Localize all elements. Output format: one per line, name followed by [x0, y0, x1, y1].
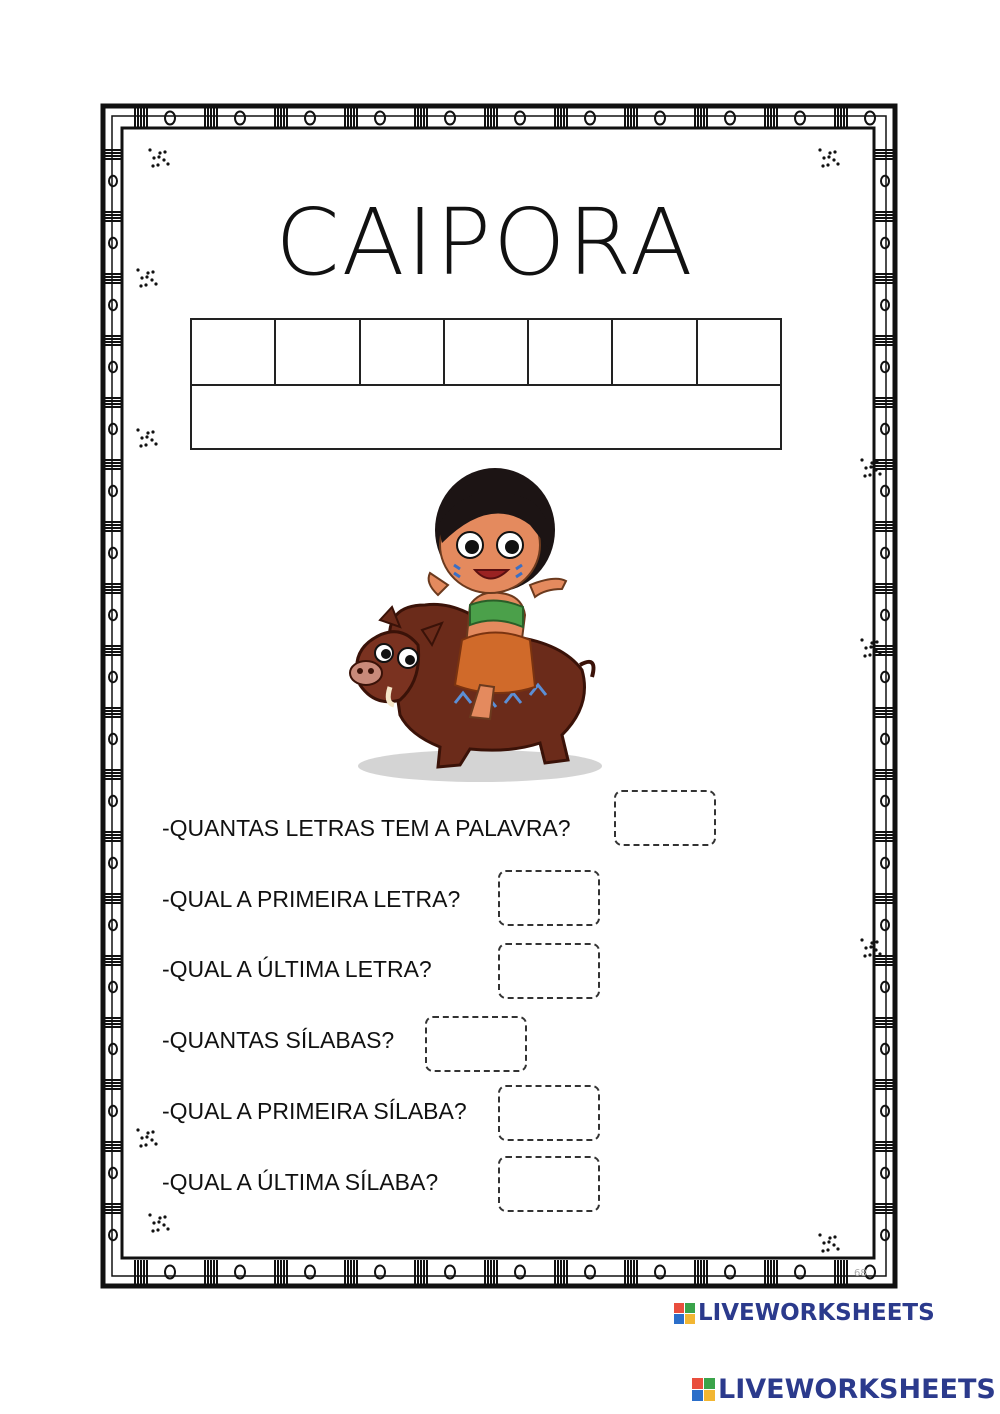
letter-grid: [190, 318, 782, 450]
question-last-syllable: -QUAL A ÚLTIMA SÍLABA?: [162, 1169, 439, 1195]
answer-box-syllable-count[interactable]: [425, 1016, 527, 1072]
worksheet-title: CAIPORA: [275, 189, 695, 296]
liveworksheets-wordmark: LIVEWORKSHEETS: [718, 1374, 996, 1405]
answer-box-first-letter[interactable]: [498, 870, 600, 926]
answer-box-letter-count[interactable]: [614, 790, 716, 846]
liveworksheets-icon: [674, 1303, 695, 1324]
letter-box[interactable]: [698, 320, 780, 384]
liveworksheets-wordmark: LIVEWORKSHEETS: [698, 1300, 935, 1326]
letter-box[interactable]: [276, 320, 360, 384]
word-answer-box[interactable]: [192, 386, 780, 450]
letter-box[interactable]: [529, 320, 613, 384]
liveworksheets-logo-footer: [692, 1374, 996, 1405]
question-first-syllable: -QUAL A PRIMEIRA SÍLABA?: [162, 1098, 467, 1124]
question-syllable-count: -QUANTAS SÍLABAS?: [162, 1027, 395, 1053]
liveworksheets-logo: [674, 1300, 935, 1326]
question-first-letter: -QUAL A PRIMEIRA LETRA?: [162, 886, 461, 912]
letter-box[interactable]: [361, 320, 445, 384]
question-last-letter: -QUAL A ÚLTIMA LETRA?: [162, 956, 432, 982]
letter-box[interactable]: [613, 320, 697, 384]
question-letter-count: -QUANTAS LETRAS TEM A PALAVRA?: [162, 815, 571, 841]
letter-box[interactable]: [192, 320, 276, 384]
answer-box-last-letter[interactable]: [498, 943, 600, 999]
page-number: 68: [854, 1268, 867, 1279]
answer-box-first-syllable[interactable]: [498, 1085, 600, 1141]
liveworksheets-icon: [692, 1378, 715, 1401]
letter-box[interactable]: [445, 320, 529, 384]
girl-riding-boar-illustration: [330, 455, 630, 785]
answer-box-last-syllable[interactable]: [498, 1156, 600, 1212]
